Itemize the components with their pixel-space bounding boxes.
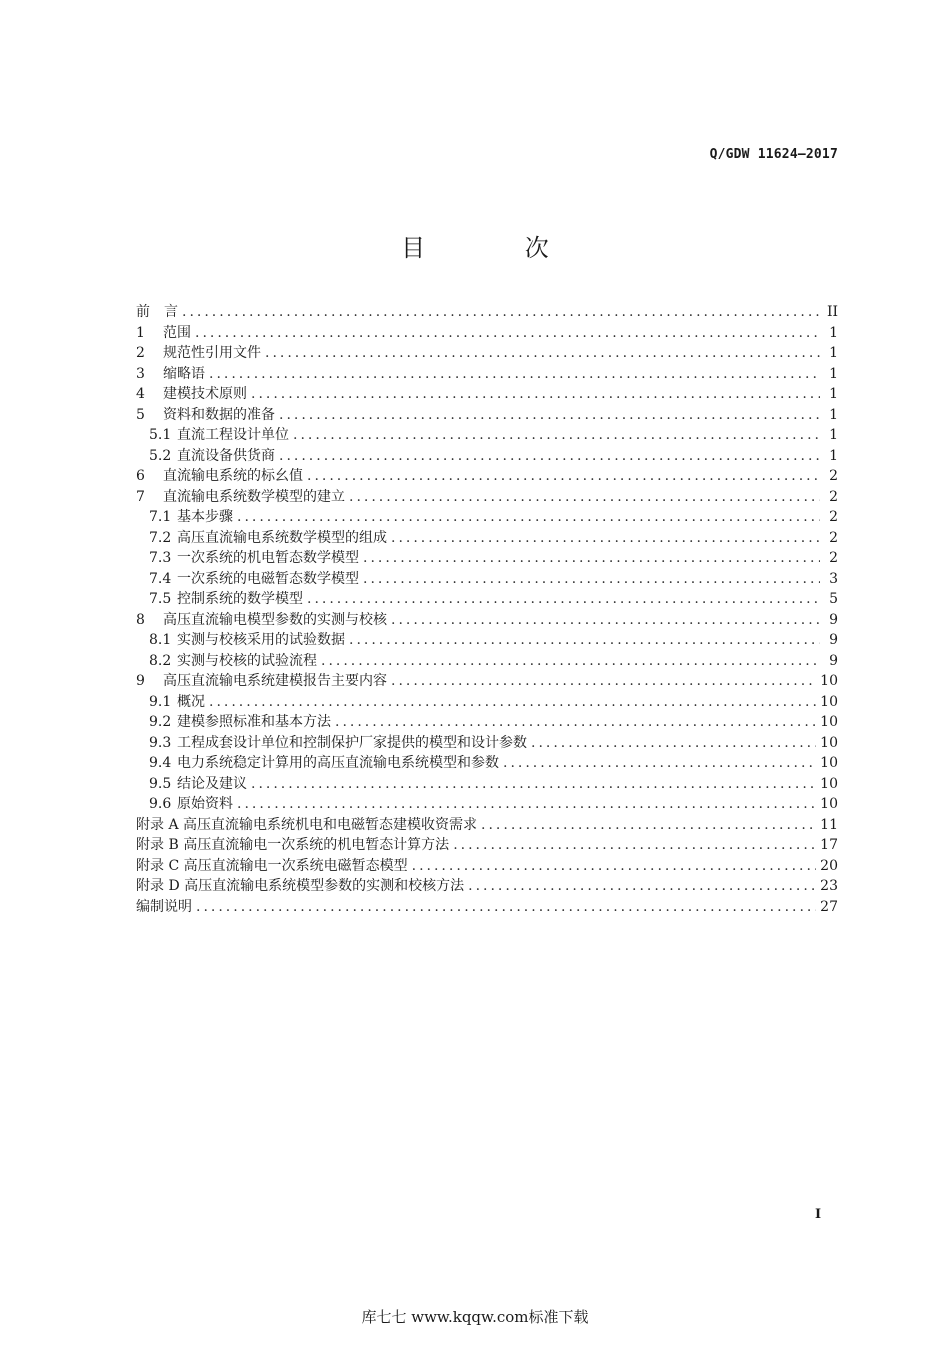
toc-entry-page: 1 xyxy=(829,406,838,423)
toc-entry-page: 1 xyxy=(829,345,838,361)
watermark-text: 库七七 www.kqqw.com标准下载 xyxy=(361,1308,589,1326)
toc-leader-dots xyxy=(307,589,820,610)
toc-entry-page: 1 xyxy=(829,447,838,464)
toc-leader-dots xyxy=(453,835,816,856)
toc-entry[interactable] xyxy=(136,589,838,610)
toc-entry-label: 建模技术原则 xyxy=(163,386,247,402)
toc-entry-page: 1 xyxy=(829,324,838,341)
toc-entry-label: 结论及建议 xyxy=(177,775,247,792)
toc-leader-dots xyxy=(237,794,816,815)
table-of-contents xyxy=(136,302,838,917)
toc-entry-page: 10 xyxy=(820,775,838,792)
toc-entry-label: 附录 C 高压直流输电一次系统电磁暂态模型 xyxy=(136,857,408,874)
toc-leader-dots xyxy=(468,876,816,897)
toc-leader-dots xyxy=(412,856,817,877)
toc-entry[interactable] xyxy=(136,425,838,446)
toc-leader-dots xyxy=(363,569,820,590)
toc-entry-label: 附录 A 高压直流输电系统机电和电磁暂态建模收资需求 xyxy=(136,816,478,833)
toc-entry[interactable] xyxy=(136,405,838,426)
toc-entry-page: 3 xyxy=(829,570,838,587)
toc-entry[interactable] xyxy=(136,384,838,405)
toc-entry-number: 2 xyxy=(136,345,145,361)
toc-entry-label: 电力系统稳定计算用的高压直流输电系统模型和参数 xyxy=(177,755,499,771)
toc-entry[interactable] xyxy=(136,876,838,897)
toc-entry-page: 2 xyxy=(829,550,838,566)
toc-entry[interactable] xyxy=(136,651,838,672)
toc-entry-label: 一次系统的电磁暂态数学模型 xyxy=(177,570,359,587)
toc-entry-number: 9.4 xyxy=(149,755,172,771)
toc-entry-page: 2 xyxy=(829,468,838,484)
toc-entry-label: 编制说明 xyxy=(136,898,192,915)
toc-entry-label: 直流设备供货商 xyxy=(177,447,275,464)
toc-leader-dots xyxy=(279,446,820,467)
toc-entry-number: 9.6 xyxy=(149,796,172,812)
toc-entry-label: 范围 xyxy=(163,324,191,341)
toc-entry-label: 附录 B 高压直流输电一次系统的机电暂态计算方法 xyxy=(136,837,450,853)
toc-entry-label: 规范性引用文件 xyxy=(163,345,261,361)
toc-entry-page: 2 xyxy=(829,488,838,505)
toc-entry-number: 9.1 xyxy=(149,693,172,710)
toc-leader-dots xyxy=(293,425,820,446)
toc-leader-dots xyxy=(237,507,820,528)
toc-entry[interactable] xyxy=(136,815,838,836)
toc-leader-dots xyxy=(481,815,816,836)
toc-leader-dots xyxy=(391,671,816,692)
toc-entry-page: 10 xyxy=(820,714,838,730)
toc-entry-page: 1 xyxy=(829,365,838,382)
toc-leader-dots xyxy=(349,630,820,651)
toc-entry[interactable] xyxy=(136,569,838,590)
toc-entry-label: 高压直流输电系统数学模型的组成 xyxy=(177,529,387,546)
toc-entry[interactable] xyxy=(136,630,838,651)
toc-entry[interactable] xyxy=(136,364,838,385)
toc-entry-page: 10 xyxy=(820,755,838,771)
toc-entry-page: 10 xyxy=(820,693,838,710)
toc-entry-label: 资料和数据的准备 xyxy=(163,406,275,423)
toc-leader-dots xyxy=(335,712,816,733)
toc-entry-number: 4 xyxy=(136,386,145,402)
toc-entry-page: 1 xyxy=(829,386,838,402)
toc-entry-page: 5 xyxy=(829,591,838,607)
toc-entry-number: 9.3 xyxy=(149,734,172,751)
toc-entry-label: 直流输电系统数学模型的建立 xyxy=(163,488,345,505)
toc-entry-number: 5 xyxy=(136,406,145,423)
toc-leader-dots xyxy=(209,692,816,713)
toc-entry[interactable] xyxy=(136,671,838,692)
toc-leader-dots xyxy=(503,753,816,774)
toc-entry-number: 5.1 xyxy=(149,427,172,443)
toc-entry-label: 缩略语 xyxy=(163,365,205,382)
toc-entry-label: 控制系统的数学模型 xyxy=(177,591,303,607)
toc-entry-label: 基本步骤 xyxy=(177,509,233,525)
toc-entry-number: 9.2 xyxy=(149,714,172,730)
toc-entry-number: 7.5 xyxy=(149,591,172,607)
toc-leader-dots xyxy=(265,343,820,364)
toc-entry-page: 10 xyxy=(820,734,838,751)
toc-entry[interactable] xyxy=(136,753,838,774)
toc-entry-number: 6 xyxy=(136,468,145,484)
toc-entry-label: 原始资料 xyxy=(177,796,233,812)
standard-code: Q/GDW 11624—2017 xyxy=(709,147,838,162)
toc-entry-label: 建模参照标准和基本方法 xyxy=(177,714,331,730)
toc-entry[interactable] xyxy=(136,712,838,733)
toc-entry-page: 23 xyxy=(820,878,838,894)
toc-entry-page: 11 xyxy=(820,816,838,833)
toc-entry[interactable] xyxy=(136,446,838,467)
toc-entry-page: 27 xyxy=(820,898,838,915)
toc-entry[interactable] xyxy=(136,856,838,877)
toc-leader-dots xyxy=(195,323,820,344)
toc-entry-number: 8 xyxy=(136,611,145,628)
toc-entry[interactable] xyxy=(136,897,838,918)
toc-entry-page: 20 xyxy=(820,857,838,874)
toc-entry[interactable] xyxy=(136,774,838,795)
toc-entry-number: 9.5 xyxy=(149,775,172,792)
page-title: 目 次 xyxy=(401,234,595,262)
toc-entry[interactable] xyxy=(136,466,838,487)
toc-entry[interactable] xyxy=(136,692,838,713)
toc-leader-dots xyxy=(531,733,816,754)
toc-entry-label: 附录 D 高压直流输电系统模型参数的实测和校核方法 xyxy=(136,878,465,894)
toc-entry-page: 2 xyxy=(829,509,838,525)
toc-entry-number: 8.1 xyxy=(149,632,172,648)
toc-entry-number: 9 xyxy=(136,673,145,689)
toc-entry[interactable] xyxy=(136,323,838,344)
toc-entry-label: 一次系统的机电暂态数学模型 xyxy=(177,550,359,566)
toc-entry-number: 7.1 xyxy=(149,509,172,525)
toc-entry[interactable] xyxy=(136,302,838,323)
toc-leader-dots xyxy=(196,897,816,918)
toc-leader-dots xyxy=(251,774,816,795)
toc-entry-number: 8.2 xyxy=(149,652,172,669)
toc-entry-label: 前 言 xyxy=(136,304,178,320)
toc-entry[interactable] xyxy=(136,835,838,856)
toc-entry-label: 实测与校核采用的试验数据 xyxy=(177,632,345,648)
toc-leader-dots xyxy=(321,651,820,672)
page-number: I xyxy=(815,1207,822,1222)
toc-leader-dots xyxy=(182,302,820,323)
toc-entry-page: 9 xyxy=(829,652,838,669)
toc-entry-label: 高压直流输电模型参数的实测与校核 xyxy=(163,611,387,628)
toc-entry[interactable] xyxy=(136,548,838,569)
toc-entry-page: 1 xyxy=(829,427,838,443)
toc-entry-label: 直流输电系统的标幺值 xyxy=(163,468,303,484)
toc-entry[interactable] xyxy=(136,610,838,631)
toc-leader-dots xyxy=(307,466,820,487)
toc-entry-label: 高压直流输电系统建模报告主要内容 xyxy=(163,673,387,689)
toc-entry[interactable] xyxy=(136,343,838,364)
toc-entry-page: 2 xyxy=(829,529,838,546)
toc-entry-label: 直流工程设计单位 xyxy=(177,427,289,443)
toc-entry-number: 7.2 xyxy=(149,529,172,546)
toc-entry-label: 概况 xyxy=(177,693,205,710)
toc-entry-number: 3 xyxy=(136,365,145,382)
toc-entry-number: 7 xyxy=(136,488,145,505)
toc-entry-label: 实测与校核的试验流程 xyxy=(177,652,317,669)
toc-entry[interactable] xyxy=(136,507,838,528)
toc-leader-dots xyxy=(251,384,820,405)
toc-entry-number: 7.3 xyxy=(149,550,172,566)
toc-entry[interactable] xyxy=(136,528,838,549)
toc-entry-page: II xyxy=(826,304,838,320)
toc-leader-dots xyxy=(391,528,820,549)
toc-entry[interactable] xyxy=(136,794,838,815)
toc-entry[interactable] xyxy=(136,733,838,754)
toc-leader-dots xyxy=(279,405,820,426)
toc-entry-page: 17 xyxy=(820,837,838,853)
toc-leader-dots xyxy=(391,610,820,631)
toc-leader-dots xyxy=(209,364,820,385)
toc-entry[interactable] xyxy=(136,487,838,508)
toc-entry-page: 10 xyxy=(820,796,838,812)
toc-entry-page: 10 xyxy=(820,673,838,689)
toc-entry-number: 7.4 xyxy=(149,570,172,587)
toc-entry-number: 5.2 xyxy=(149,447,172,464)
toc-entry-label: 工程成套设计单位和控制保护厂家提供的模型和设计参数 xyxy=(177,734,527,751)
toc-entry-number: 1 xyxy=(136,324,145,341)
toc-leader-dots xyxy=(363,548,820,569)
toc-entry-page: 9 xyxy=(829,611,838,628)
toc-leader-dots xyxy=(349,487,820,508)
toc-entry-page: 9 xyxy=(829,632,838,648)
